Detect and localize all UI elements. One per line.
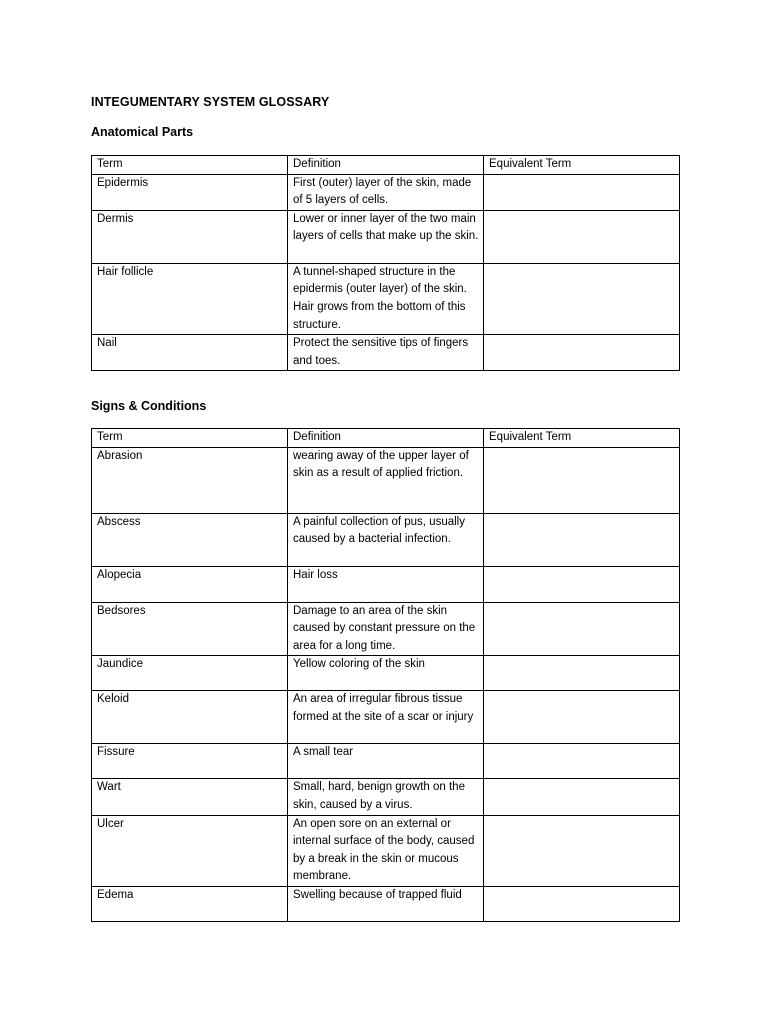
equivalent-term-cell[interactable] <box>484 744 680 779</box>
term-cell: Bedsores <box>92 602 288 656</box>
term-cell: Ulcer <box>92 815 288 886</box>
table-row <box>92 566 680 602</box>
definition-cell: Yellow coloring of the skin <box>288 656 484 691</box>
term-cell: Keloid <box>92 691 288 744</box>
term-cell: Abrasion <box>92 447 288 513</box>
anatomical-parts-table <box>91 155 680 371</box>
term-cell: Hair follicle <box>92 263 288 334</box>
equivalent-term-cell[interactable] <box>484 174 680 210</box>
table-row <box>92 335 680 371</box>
table-header-row <box>92 156 680 175</box>
column-header-term: Term <box>92 156 288 175</box>
section-heading-anatomical-parts: Anatomical Parts <box>91 125 194 139</box>
table-row <box>92 744 680 779</box>
column-header-definition: Definition <box>288 429 484 448</box>
definition-cell: First (outer) layer of the skin, made of 5 layers of cells. <box>288 174 484 210</box>
term-cell: Jaundice <box>92 656 288 691</box>
column-header-term: Term <box>92 429 288 448</box>
table-row <box>92 602 680 656</box>
term-cell: Alopecia <box>92 566 288 602</box>
term-cell: Nail <box>92 335 288 371</box>
signs-conditions-table <box>91 428 680 922</box>
table-row <box>92 656 680 691</box>
equivalent-term-cell[interactable] <box>484 566 680 602</box>
column-header-equivalent-term: Equivalent Term <box>484 156 680 175</box>
equivalent-term-cell[interactable] <box>484 656 680 691</box>
table-row <box>92 210 680 263</box>
term-cell: Edema <box>92 886 288 921</box>
definition-cell: Hair loss <box>288 566 484 602</box>
section-heading-signs-conditions: Signs & Conditions <box>91 399 207 413</box>
equivalent-term-cell[interactable] <box>484 779 680 815</box>
table-row <box>92 691 680 744</box>
definition-cell: wearing away of the upper layer of skin as a result of applied friction. <box>288 447 484 513</box>
equivalent-term-cell[interactable] <box>484 513 680 566</box>
table-row <box>92 513 680 566</box>
definition-cell: A tunnel-shaped structure in the epidermis (outer layer) of the skin. Hair grows from the bottom of this structure. <box>288 263 484 334</box>
definition-cell: An open sore on an external or internal surface of the body, caused by a break in the skin or mucous membrane. <box>288 815 484 886</box>
equivalent-term-cell[interactable] <box>484 447 680 513</box>
table-header-row <box>92 429 680 448</box>
equivalent-term-cell[interactable] <box>484 335 680 371</box>
term-cell: Epidermis <box>92 174 288 210</box>
term-cell: Fissure <box>92 744 288 779</box>
table-row <box>92 447 680 513</box>
equivalent-term-cell[interactable] <box>484 263 680 334</box>
definition-cell: Swelling because of trapped fluid <box>288 886 484 921</box>
column-header-definition: Definition <box>288 156 484 175</box>
definition-cell: Lower or inner layer of the two main layers of cells that make up the skin. <box>288 210 484 263</box>
definition-cell: An area of irregular fibrous tissue formed at the site of a scar or injury <box>288 691 484 744</box>
term-cell: Dermis <box>92 210 288 263</box>
equivalent-term-cell[interactable] <box>484 210 680 263</box>
document-title: INTEGUMENTARY SYSTEM GLOSSARY <box>91 95 330 109</box>
table-row <box>92 263 680 334</box>
definition-cell: Damage to an area of the skin caused by constant pressure on the area for a long time. <box>288 602 484 656</box>
table-row <box>92 815 680 886</box>
equivalent-term-cell[interactable] <box>484 691 680 744</box>
table-row <box>92 886 680 921</box>
term-cell: Abscess <box>92 513 288 566</box>
equivalent-term-cell[interactable] <box>484 815 680 886</box>
equivalent-term-cell[interactable] <box>484 886 680 921</box>
table-row <box>92 174 680 210</box>
definition-cell: A small tear <box>288 744 484 779</box>
table-row <box>92 779 680 815</box>
equivalent-term-cell[interactable] <box>484 602 680 656</box>
term-cell: Wart <box>92 779 288 815</box>
definition-cell: Small, hard, benign growth on the skin, caused by a virus. <box>288 779 484 815</box>
definition-cell: Protect the sensitive tips of fingers and toes. <box>288 335 484 371</box>
column-header-equivalent-term: Equivalent Term <box>484 429 680 448</box>
definition-cell: A painful collection of pus, usually caused by a bacterial infection. <box>288 513 484 566</box>
